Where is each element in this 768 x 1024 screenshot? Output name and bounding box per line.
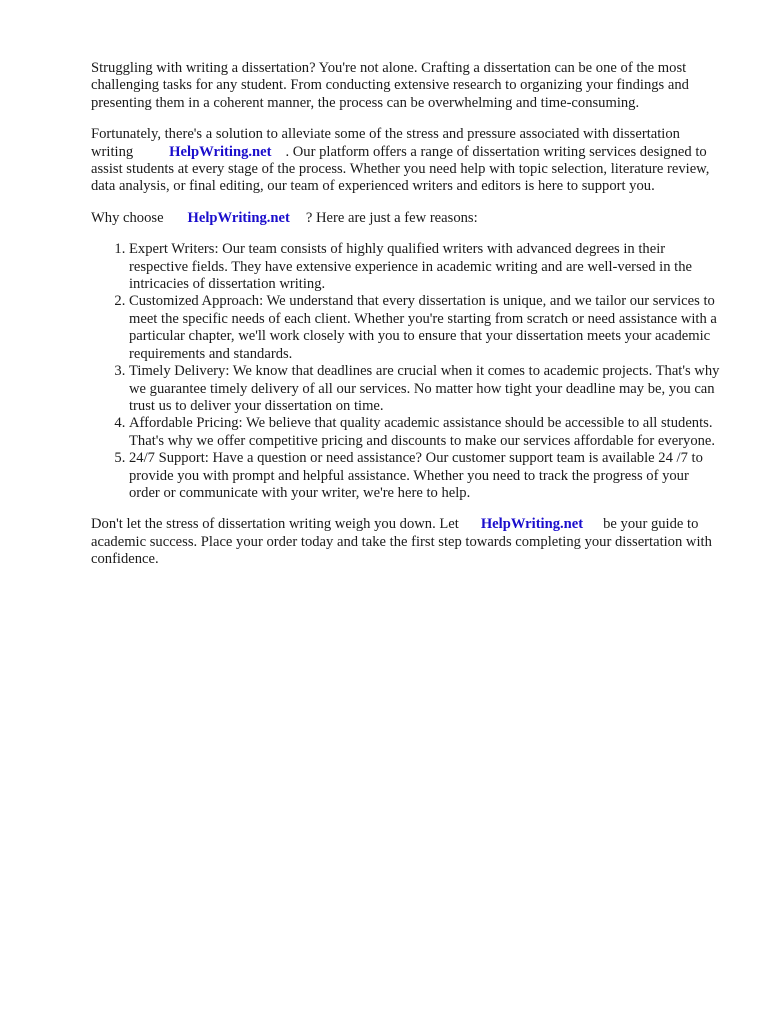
document-body	[91, 60, 721, 583]
helpwriting-link-3[interactable]: HelpWriting.net	[480, 516, 584, 533]
solution-text-after: . Our platform offers a range of dissertation writing services designed to assist students at every stage of the process. Whether you need help with topic selection, literature review, data analysis, or final editing, our team of experienced writers and editors is here to support you.	[91, 143, 710, 195]
intro-paragraph: Struggling with writing a dissertation? You're not alone. Crafting a dissertation can be one of the most challenging tasks for any student. From conducting extensive research to organizing your findings and presenting them in a coherent manner, the process can be overwhelming and time-consuming.	[91, 60, 689, 111]
reason-item-expert-writers: 1. Expert Writers: Our team consists of highly qualified writers with advanced degrees in their respective fields. They have extensive experience in academic writing and are well-versed in the intricacies of dissertation writing.	[129, 241, 721, 293]
helpwriting-link-1[interactable]: HelpWriting.net	[169, 143, 272, 160]
reasons-list	[91, 241, 721, 502]
closing-text-before: Don't let the stress of dissertation writing weigh you down. Let	[91, 516, 459, 533]
why-choose-text-before: Why choose	[91, 209, 164, 226]
helpwriting-link-2[interactable]: HelpWriting.net	[187, 209, 290, 226]
reason-item-timely-delivery: 3. Timely Delivery: We know that deadlines are crucial when it comes to academic projects. That's why we guarantee timely delivery of all our services. No matter how tight your deadline may be, you can trust us to deliver your dissertation on time.	[129, 363, 721, 415]
why-choose-text-after: ? Here are just a few reasons:	[305, 209, 478, 226]
why-choose-paragraph	[91, 210, 721, 227]
reason-item-support: 5. 24/7 Support: Have a question or need assistance? Our customer support team is available 24 /7 to provide you with prompt and helpful assistance. Whether you need to track the progress of your order or communicate with your writer, we're here to help.	[129, 450, 721, 502]
solution-paragraph	[91, 126, 721, 196]
closing-text-after: be your guide to academic success. Place your order today and take the first step towards completing your dissertation with confidence.	[91, 516, 712, 568]
closing-paragraph	[91, 516, 721, 568]
reason-item-customized-approach: 2. Customized Approach: We understand that every dissertation is unique, and we tailor our services to meet the specific needs of each client. Whether you're starting from scratch or need assistance with a particular chapter, we'll work closely with you to ensure that your dissertation meets your academic requirements and standards.	[129, 293, 721, 363]
reason-item-affordable-pricing: 4. Affordable Pricing: We believe that quality academic assistance should be accessible to all students. That's why we offer competitive pricing and discounts to make our services affordable for everyone.	[129, 415, 721, 450]
solution-text-before: Fortunately, there's a solution to alleviate some of the stress and pressure associated with dissertation writing	[91, 126, 680, 160]
